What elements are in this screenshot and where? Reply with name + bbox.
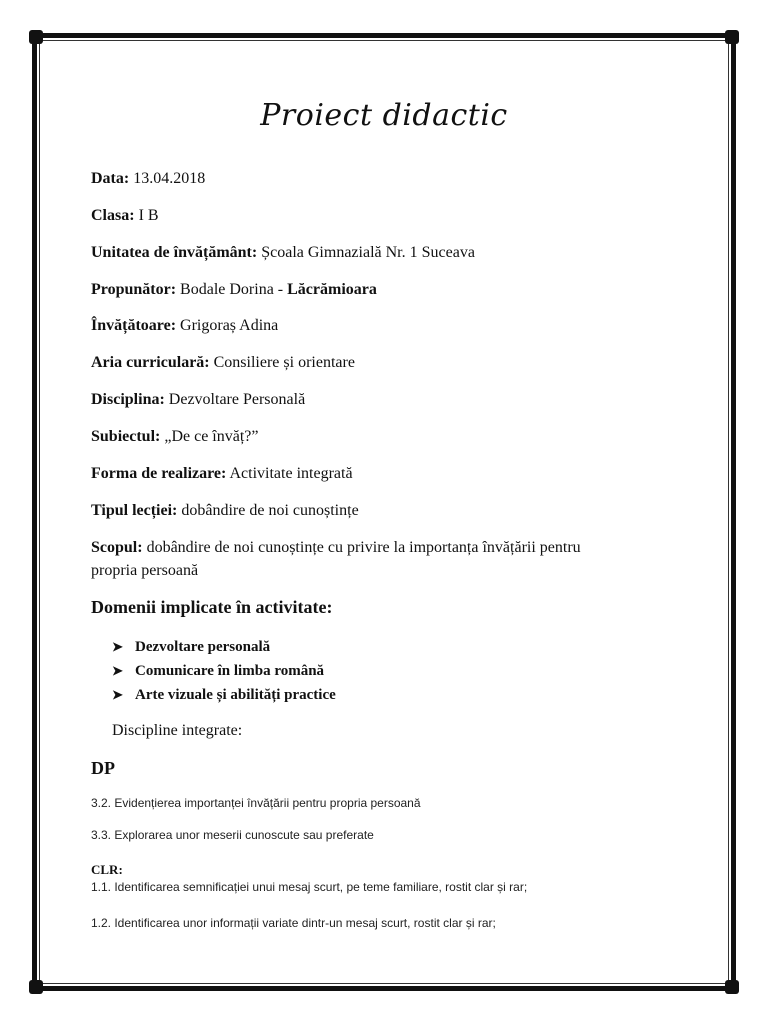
- field-disciplina: [91, 391, 305, 409]
- field-value: I B: [138, 207, 159, 224]
- field-aria: [91, 354, 355, 372]
- clr-item: 1.1. Identificarea semnificației unui mesaj scurt, pe teme familiare, rostit clar și rar;: [91, 880, 528, 894]
- field-tipul: [91, 502, 359, 520]
- field-value: Activitate integrată: [229, 465, 353, 482]
- domains-heading: Domenii implicate în activitate:: [91, 597, 333, 617]
- arrowhead-bullet-icon: ➤: [112, 663, 123, 678]
- field-label: Subiectul:: [91, 428, 161, 445]
- field-scopul: [91, 539, 581, 557]
- field-label: Disciplina:: [91, 391, 165, 408]
- clr-heading: CLR:: [91, 862, 123, 877]
- field-data: [91, 170, 205, 188]
- list-item-label: Comunicare în limba română: [135, 662, 325, 679]
- document-title: Proiect didactic: [260, 98, 508, 133]
- field-value: dobândire de noi cunoștințe cu privire la importanța învățării pentru: [146, 539, 581, 556]
- dp-item: 3.3. Explorarea unor meserii cunoscute sau preferate: [91, 828, 374, 842]
- field-value: Școala Gimnazială Nr. 1 Suceava: [261, 244, 475, 261]
- field-label: Propunător:: [91, 281, 177, 298]
- field-label: Data:: [91, 170, 130, 187]
- field-value: „De ce învăț?”: [164, 428, 259, 445]
- field-label: Tipul lecției:: [91, 502, 178, 519]
- field-value: Grigoraș Adina: [180, 317, 279, 334]
- arrowhead-bullet-icon: ➤: [112, 687, 123, 702]
- domains-list: [112, 635, 336, 707]
- list-item-label: Dezvoltare personală: [135, 638, 271, 655]
- field-subiectul: [91, 428, 259, 446]
- border-corner: [725, 980, 739, 994]
- field-clasa: [91, 207, 159, 225]
- field-value: dobândire de noi cunoștințe: [181, 502, 359, 519]
- list-item: [112, 683, 336, 707]
- list-item-label: Arte vizuale și abilități practice: [135, 686, 336, 703]
- field-value-bold: Lăcrămioara: [287, 281, 377, 298]
- field-invatatoare: [91, 317, 278, 335]
- dp-item: 3.2. Evidențierea importanței învățării pentru propria persoană: [91, 796, 421, 810]
- border-corner: [725, 30, 739, 44]
- field-value: Consiliere și orientare: [213, 354, 355, 371]
- field-label: Scopul:: [91, 539, 143, 556]
- field-scopul-continued: propria persoană: [91, 562, 199, 579]
- field-value: 13.04.2018: [133, 170, 206, 187]
- integrated-disciplines-label: Discipline integrate:: [112, 722, 243, 739]
- border-corner: [29, 30, 43, 44]
- field-label: Unitatea de învățământ:: [91, 244, 258, 261]
- field-propunator: [91, 281, 377, 299]
- dp-heading: DP: [91, 758, 115, 778]
- border-corner: [29, 980, 43, 994]
- list-item: [112, 635, 336, 659]
- clr-item: 1.2. Identificarea unor informații variate dintr-un mesaj scurt, rostit clar și rar;: [91, 916, 496, 930]
- list-item: [112, 659, 336, 683]
- field-label: Aria curriculară:: [91, 354, 210, 371]
- field-label: Clasa:: [91, 207, 135, 224]
- field-value: Bodale Dorina -: [180, 281, 288, 298]
- field-label: Învățătoare:: [91, 317, 177, 334]
- field-value: Dezvoltare Personală: [168, 391, 306, 408]
- field-forma: [91, 465, 353, 483]
- field-unitatea: [91, 244, 475, 262]
- field-label: Forma de realizare:: [91, 465, 227, 482]
- arrowhead-bullet-icon: ➤: [112, 639, 123, 654]
